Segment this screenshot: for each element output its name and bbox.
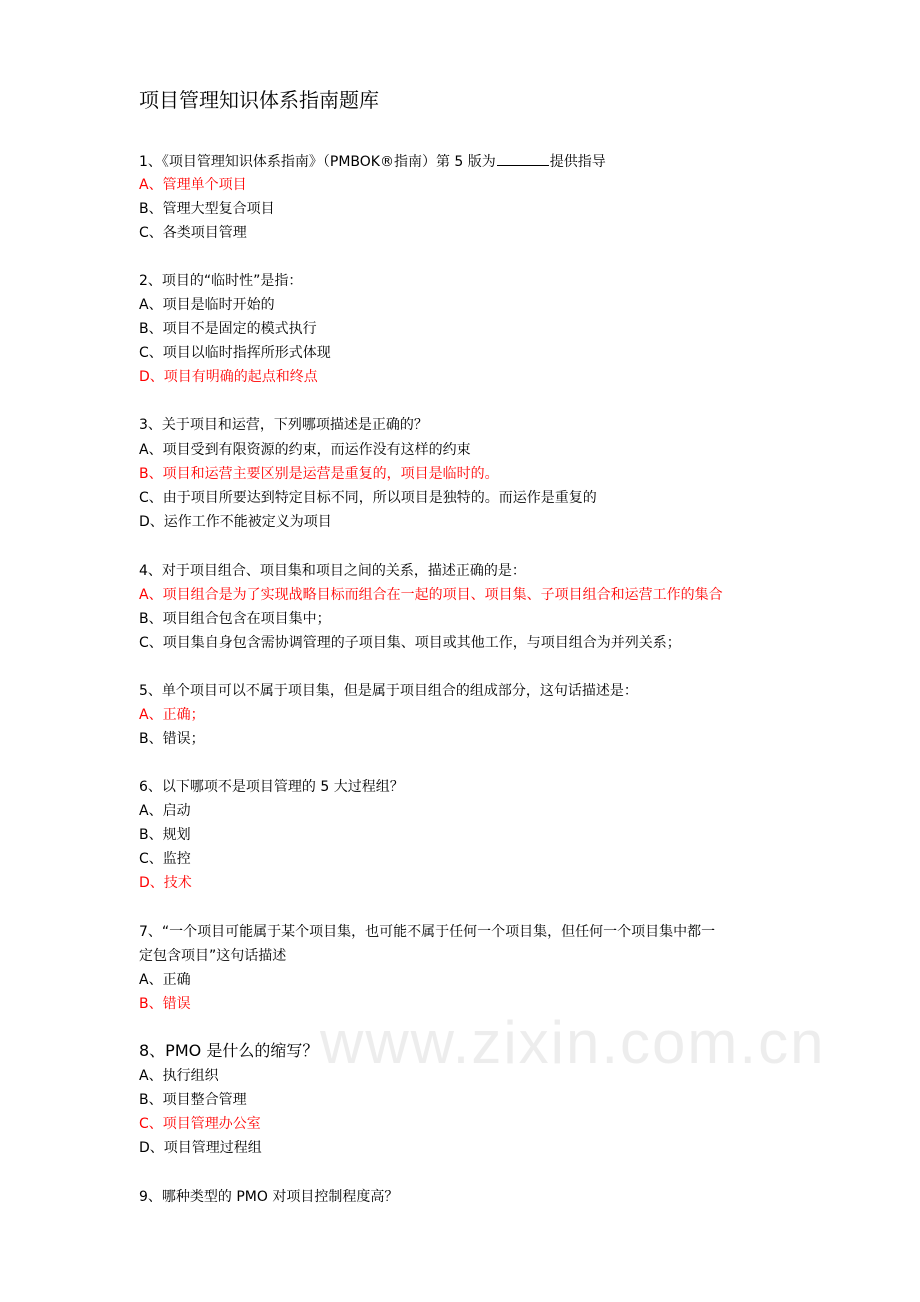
- document-title: 项目管理知识体系指南题库: [139, 88, 379, 112]
- question-2-stem: 2、项目的“临时性”是指：: [139, 273, 303, 289]
- question-8-option-a: A、执行组织: [139, 1068, 219, 1084]
- question-7-stem-line-1: 7、“一个项目可能属于某个项目集，也可能不属于任何一个项目集，但任何一个项目集中都一: [139, 924, 716, 940]
- question-6-stem: 6、以下哪项不是项目管理的 5 大过程组？: [139, 779, 404, 795]
- watermark: www.zixin.com.cn: [320, 1009, 826, 1076]
- question-4-stem: 4、对于项目组合、项目集和项目之间的关系，描述正确的是：: [139, 563, 526, 579]
- question-3-option-b: B、项目和运营主要区别是运营是重复的，项目是临时的。: [139, 466, 499, 482]
- question-1-option-c: C、各类项目管理: [139, 225, 247, 241]
- question-5-option-a: A、正确；: [139, 707, 205, 723]
- question-1-stem: [139, 151, 606, 172]
- question-7-option-a: A、正确: [139, 972, 191, 988]
- question-6-option-c: C、监控: [139, 851, 191, 867]
- question-2-option-b: B、项目不是固定的模式执行: [139, 321, 317, 337]
- question-1-stem-after: 提供指导: [549, 154, 606, 170]
- question-3-option-a: A、项目受到有限资源的约束，而运作没有这样的约束: [139, 442, 471, 458]
- answer-blank: [497, 151, 549, 166]
- question-1-option-b: B、管理大型复合项目: [139, 201, 275, 217]
- question-1-option-a: A、管理单个项目: [139, 177, 247, 193]
- question-2-option-d: D、项目有明确的起点和终点: [139, 369, 318, 385]
- question-4-option-c: C、项目集自身包含需协调管理的子项目集、项目或其他工作，与项目组合为并列关系；: [139, 635, 681, 651]
- question-2-option-a: A、项目是临时开始的: [139, 297, 275, 313]
- question-8-option-b: B、项目整合管理: [139, 1092, 247, 1108]
- question-8-stem: 8、PMO 是什么的缩写？: [139, 1041, 319, 1060]
- question-3-option-d: D、运作工作不能被定义为项目: [139, 514, 332, 530]
- question-4-option-a: A、项目组合是为了实现战略目标而组合在一起的项目、项目集、子项目组合和运营工作的集合: [139, 587, 723, 603]
- question-4-option-b: B、项目组合包含在项目集中；: [139, 611, 331, 627]
- question-9-stem: 9、哪种类型的 PMO 对项目控制程度高？: [139, 1189, 399, 1205]
- question-7-option-b: B、错误: [139, 996, 191, 1012]
- question-3-option-c: C、由于项目所要达到特定目标不同，所以项目是独特的。而运作是重复的: [139, 490, 597, 506]
- question-6-option-a: A、启动: [139, 803, 191, 819]
- question-8-option-c: C、项目管理办公室: [139, 1116, 261, 1132]
- question-2-option-c: C、项目以临时指挥所形式体现: [139, 345, 331, 361]
- question-6-option-b: B、规划: [139, 827, 191, 843]
- question-7-stem-line-2: 定包含项目”这句话描述: [139, 948, 287, 964]
- question-8-option-d: D、项目管理过程组: [139, 1140, 262, 1156]
- question-3-stem: 3、关于项目和运营，下列哪项描述是正确的？: [139, 417, 428, 433]
- question-5-stem: 5、单个项目可以不属于项目集，但是属于项目组合的组成部分，这句话描述是：: [139, 683, 638, 699]
- question-6-option-d: D、技术: [139, 875, 192, 891]
- question-5-option-b: B、错误；: [139, 731, 205, 747]
- question-1-stem-before: 1、《项目管理知识体系指南》（PMBOK®指南）第 5 版为: [139, 154, 496, 170]
